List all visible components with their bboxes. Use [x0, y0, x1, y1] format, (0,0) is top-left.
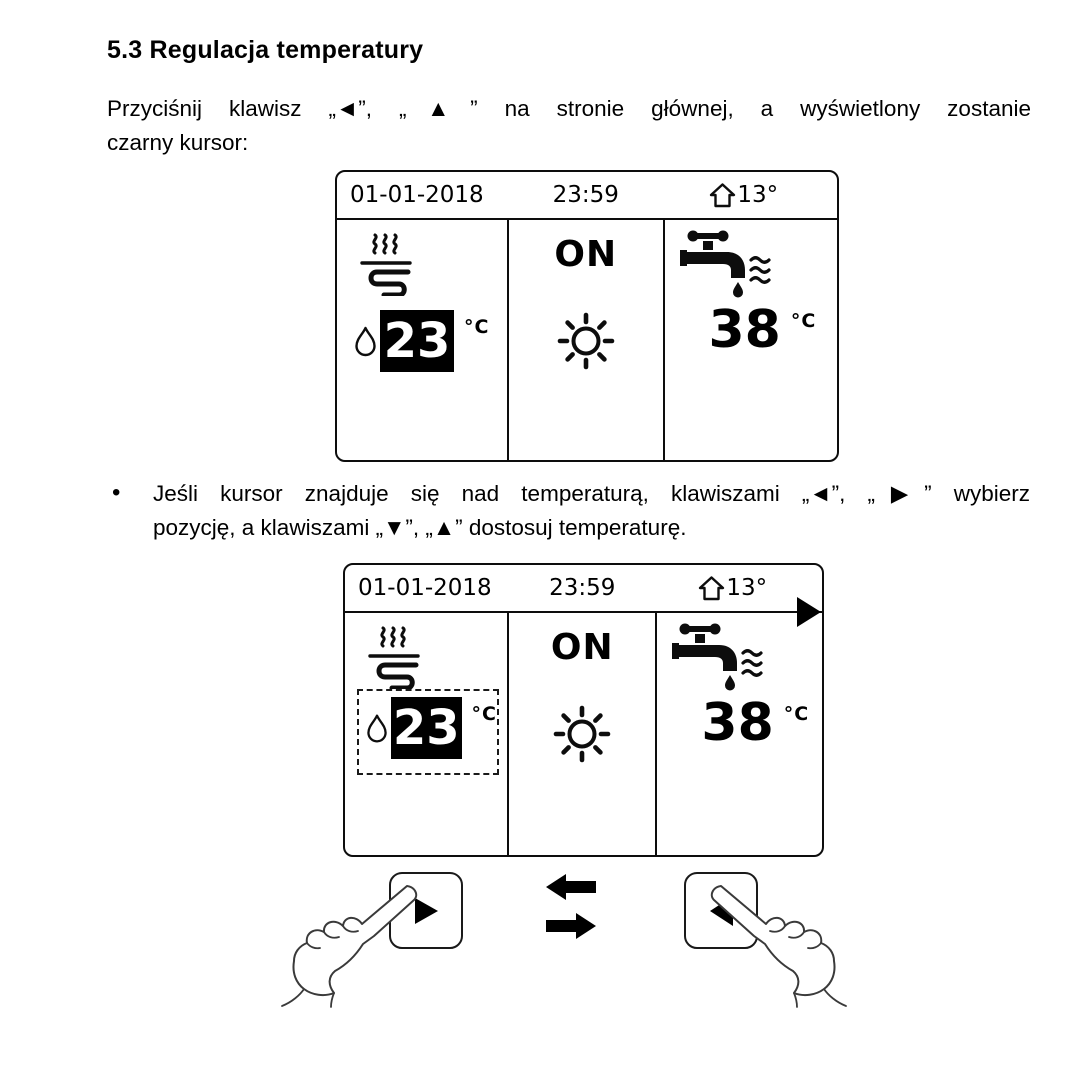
pointing-hand-right [702, 884, 852, 1008]
dhw-temp-group [708, 300, 817, 360]
right-block-arrow-icon [546, 912, 596, 940]
date-label: 01-01-2018 [350, 182, 484, 208]
heating-zone-column [337, 220, 507, 460]
time-label: 23:59 [552, 182, 619, 208]
hot-water-tap-icon [679, 224, 771, 300]
heating-temp-value: 23 [383, 313, 451, 369]
bullet-line-1: Jeśli kursor znajduje się nad temperaturą, klawiszami „◄”, „▶” wybierz [153, 481, 1030, 506]
outdoor-temp-label: 13° [726, 575, 768, 601]
temp-cursor-box [391, 697, 462, 759]
thermostat-display-before [335, 170, 839, 462]
intro-paragraph [107, 92, 1031, 160]
heating-temp-group [355, 310, 489, 372]
sun-icon [557, 312, 615, 370]
floor-heating-icon [357, 230, 415, 296]
display-header [337, 172, 837, 220]
cursor-arrow-icon [797, 597, 821, 627]
house-icon [709, 182, 736, 209]
outdoor-temp-label: 13° [737, 182, 779, 208]
power-state-label: ON [554, 234, 618, 275]
display-body [345, 613, 822, 855]
thermostat-display-after [343, 563, 824, 857]
selection-dashed-frame [357, 689, 499, 775]
bullet-list-item [112, 477, 1032, 545]
bullet-marker: • [112, 479, 121, 506]
display-body [337, 220, 837, 460]
power-column [507, 220, 665, 460]
dhw-temp-value: 38 [708, 300, 781, 360]
page-title: 5.3 Regulacja temperatury [107, 36, 424, 64]
house-icon [698, 575, 725, 602]
pointing-hand-left [276, 884, 426, 1008]
date-label: 01-01-2018 [358, 575, 492, 601]
dhw-temp-unit: °C [783, 703, 810, 725]
heating-temp-group [367, 697, 497, 759]
dhw-column [665, 220, 838, 460]
bullet-line-2: pozycję, a klawiszami „▼”, „▲” dostosuj temperaturę. [153, 515, 687, 540]
floor-heating-icon [365, 623, 423, 689]
heating-temp-unit: °C [471, 703, 497, 725]
temp-cursor-box [380, 310, 454, 372]
intro-line-2: czarny kursor: [107, 130, 249, 155]
water-drop-icon [355, 326, 376, 357]
water-drop-icon [367, 713, 387, 744]
heating-zone-column [345, 613, 507, 855]
dhw-temp-group [701, 693, 810, 753]
time-label: 23:59 [549, 575, 616, 601]
power-column [507, 613, 657, 855]
power-state-label: ON [550, 627, 614, 668]
outdoor-temp-group [665, 182, 838, 209]
left-block-arrow-icon [546, 873, 596, 901]
intro-line-1: Przyciśnij klawisz „◄”, „▲” na stronie głównej, a wyświetlony zostanie [107, 96, 1031, 121]
display-header [345, 565, 822, 613]
heating-temp-unit: °C [464, 316, 490, 338]
dhw-temp-value: 38 [701, 693, 774, 753]
sun-icon [553, 705, 611, 763]
dhw-column [657, 613, 822, 855]
dhw-temp-unit: °C [790, 310, 817, 332]
heating-temp-value: 23 [392, 700, 460, 756]
hot-water-tap-icon [671, 617, 763, 693]
